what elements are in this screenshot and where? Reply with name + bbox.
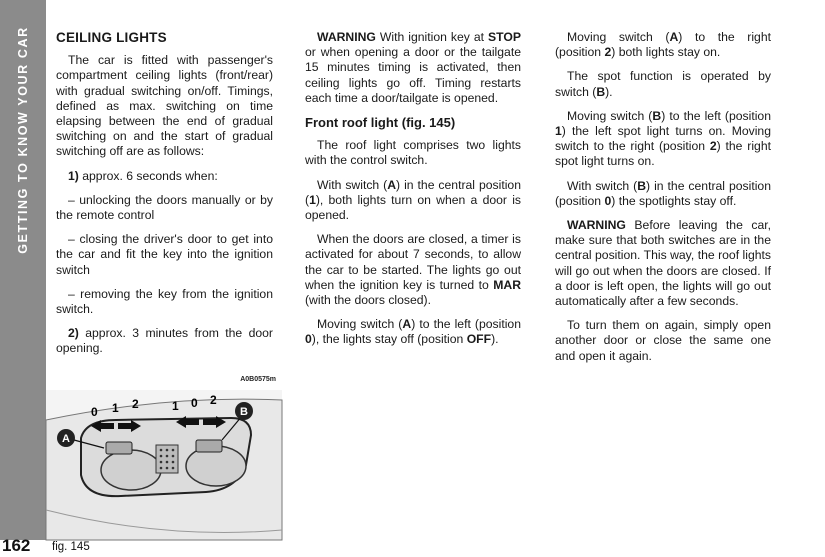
column-1	[56, 30, 273, 366]
figure-code: A0B0575m	[240, 376, 276, 383]
left-scale-1: 1	[112, 401, 119, 415]
column-3	[555, 30, 771, 373]
left-scale-0: 0	[91, 405, 98, 419]
intro-paragraph: The car is fitted with passenger's compartment ceiling lights (front/rear) with gradual switching on/off. Timings, defined as max. switching on time elapsing between the end of gradual switching on and the start of gradual switching off are as follows:	[56, 53, 273, 159]
callout-a-label: A	[62, 433, 70, 445]
column-2	[305, 30, 521, 357]
roof-light-paragraph: The roof light comprises two lights with the control switch.	[305, 138, 521, 168]
warning-paragraph: WARNING With ignition key at STOP or when opening a door or the tailgate 15 minutes timing is activated, then ceiling lights go off. Timing restarts each time a door/tailgate is opened.	[305, 30, 521, 105]
condition-3: – removing the key from the ignition switch.	[56, 286, 273, 317]
switch-a-right-paragraph: Moving switch (A) to the right (position 2) both lights stay on.	[555, 30, 771, 60]
right-scale-2: 2	[210, 393, 217, 407]
page-heading: CEILING LIGHTS	[56, 30, 167, 45]
right-scale-1: 1	[172, 399, 179, 413]
left-lens	[101, 450, 161, 490]
figure-caption: fig. 145	[52, 541, 90, 553]
switch-b-left-paragraph: Moving switch (B) to the left (position 1) the left spot light turns on. Moving switch to the right (position 2) the right spot light turns on.	[555, 108, 771, 169]
warning-paragraph-2: WARNING Before leaving the car, make sure that both switches are in the central position. This way, the roof lights will go out when the doors are closed. If a door is left open, the lights will go out automatically after a few seconds.	[555, 218, 771, 309]
switch-a-central-paragraph: With switch (A) in the central position (1), both lights turn on when a door is opened.	[305, 177, 521, 223]
switch-b	[196, 440, 222, 452]
subheading-front-roof-light: Front roof light (fig. 145)	[305, 115, 456, 131]
switch-a	[106, 442, 132, 454]
switch-a-left-paragraph: Moving switch (A) to the left (position 0), the lights stay off (position OFF).	[305, 317, 521, 347]
timing-item-1: 1) approx. 6 seconds when:	[68, 168, 218, 183]
timing-item-2: 2) approx. 3 minutes from the door opening.	[56, 326, 273, 356]
section-title-vertical: GETTING TO KNOW YOUR CAR	[16, 26, 30, 254]
timer-paragraph: When the doors are closed, a timer is activated for about 7 seconds, to allow the car to be started. The lights go out when the ignition key is turned to MAR (with the doors closed).	[305, 232, 521, 308]
left-scale-2: 2	[132, 397, 139, 411]
roof-light-illustration	[46, 390, 282, 540]
condition-2: – closing the driver's door to get into the car and fit the key into the ignition switch	[56, 232, 273, 277]
page-number: 162	[2, 536, 31, 555]
right-scale-0: 0	[191, 396, 198, 410]
roof-light-figure	[46, 376, 282, 540]
condition-1: – unlocking the doors manually or by the remote control	[56, 192, 273, 223]
switch-b-central-paragraph: With switch (B) in the central position (position 0) the spotlights stay off.	[555, 178, 771, 208]
spot-function-paragraph: The spot function is operated by switch (B).	[555, 69, 771, 99]
callout-b-label: B	[240, 406, 248, 418]
turn-on-again-paragraph: To turn them on again, simply open another door or close the same one and open it again.	[555, 318, 771, 363]
sidebar-tab	[0, 0, 46, 540]
